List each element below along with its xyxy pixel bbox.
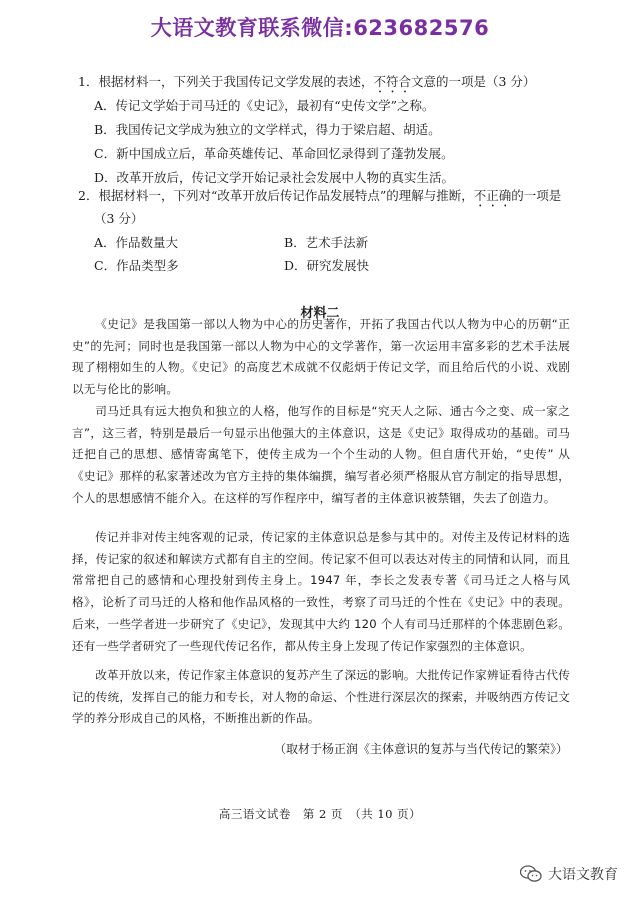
question-2-score: （3 分） (94, 211, 144, 226)
question-1-option-a: A．传记文学始于司马迁的《史记》，最初有“史传文学”之称。 (94, 98, 435, 113)
question-1-option-c: C．新中国成立后，革命英雄传记、革命回忆录得到了蓬勃发展。 (94, 146, 454, 161)
question-2-emphasis: 不正确 (473, 188, 512, 203)
material-2-title: 材料二 (300, 306, 340, 321)
question-1-emphasis: 不符合 (373, 74, 411, 89)
question-2-stem-pre: 2．根据材料一，下列对“改革开放后传记作品发展特点”的理解与推断， (78, 188, 474, 203)
material-2-paragraph-2: 司马迁具有远大抱负和独立的人格，他写作的目标是“究天人之际、通古今之变、成一家之言”，这三者，特别是最后一句显示出他强大的主体意识，这是《史记》取得成功的基础。司马迁把自己的思想、感情寄寓笔下，使传主成为一个个生动的人物。但自唐代开始，“史传” 从《史记》那样的私家著述改为官方主持的集体编撰，编写者必须严格服从官方制定的指导思想，个人的思想感情不能介入。在这样的写作程序中，编写者的主体意识被禁锢，失去了创造力。 (72, 404, 570, 505)
wechat-icon (520, 865, 542, 883)
page-footer: 高三语文试卷 第 2 页 （共 10 页） (218, 807, 422, 821)
question-2-option-b: B．艺术手法新 (284, 235, 369, 250)
question-2-stem-post: 的一项是 (511, 188, 562, 203)
question-1-stem-pre: 1．根据材料一，下列关于我国传记文学发展的表述， (78, 74, 374, 89)
question-1-option-d: D．改革开放后，传记文学开始记录社会发展中人物的真实生活。 (94, 170, 455, 185)
watermark-text: 大语文教育 (548, 867, 618, 883)
material-2-paragraph-3: 传记并非对传主纯客观的记录，传记家的主体意识总是参与其中的。对传主及传记材料的选择，传记家的叙述和解读方式都有自主的空间。传记家不但可以表达对传主的同情和认同，而且常常把自己的感情和心理投射到传主身上。1947 年，李长之发表专著《司马迁之人格与风格》，论析了司马迁的人格和他作品风格的一致性，考察了司马迁的个性在《史记》中的表现。后来，一些学者进一步研究了《史记》，发现其中大约 120 个人有司马迁那样的个体悲剧色彩。还有一些学者研究了一些现代传记名作，都从传主身上发现了传记作家强烈的主体意识。 (72, 530, 570, 653)
question-1-option-b: B．我国传记文学成为独立的文学样式，得力于梁启超、胡适。 (94, 122, 441, 137)
question-2-option-a: A．作品数量大 (94, 235, 179, 250)
question-1-stem (78, 74, 535, 96)
material-2-source: （取材于杨正润《主体意识的复苏与当代传记的繁荣》） (273, 742, 568, 756)
question-2-option-d: D．研究发展快 (284, 258, 370, 273)
contact-banner: 大语文教育联系微信:623682576 (150, 16, 490, 40)
question-2-stem (78, 188, 561, 210)
question-2-option-c: C．作品类型多 (94, 258, 179, 273)
question-1-stem-post: 文意的一项是（3 分） (410, 74, 536, 89)
material-2-paragraph-4: 改革开放以来，传记作家主体意识的复苏产生了深远的影响。大批传记作家辨证看待古代传记的传统，发挥自己的能力和专长，对人物的命运、个性进行深层次的探索，并吸纳西方传记文学的养分形成自己的风格，不断推出新的作品。 (72, 668, 570, 726)
wechat-watermark (520, 864, 618, 884)
material-2-paragraph-1: 《史记》是我国第一部以人物为中心的历史著作，开拓了我国古代以人物为中心的历朝“正史”的先河；同时也是我国第一部以人物为中心的文学著作，第一次运用丰富多彩的艺术手法展现了栩栩如生的人物。《史记》的高度艺术成就不仅彪炳于传记文学，而且给后代的小说、戏剧以无与伦比的影响。 (72, 317, 570, 397)
